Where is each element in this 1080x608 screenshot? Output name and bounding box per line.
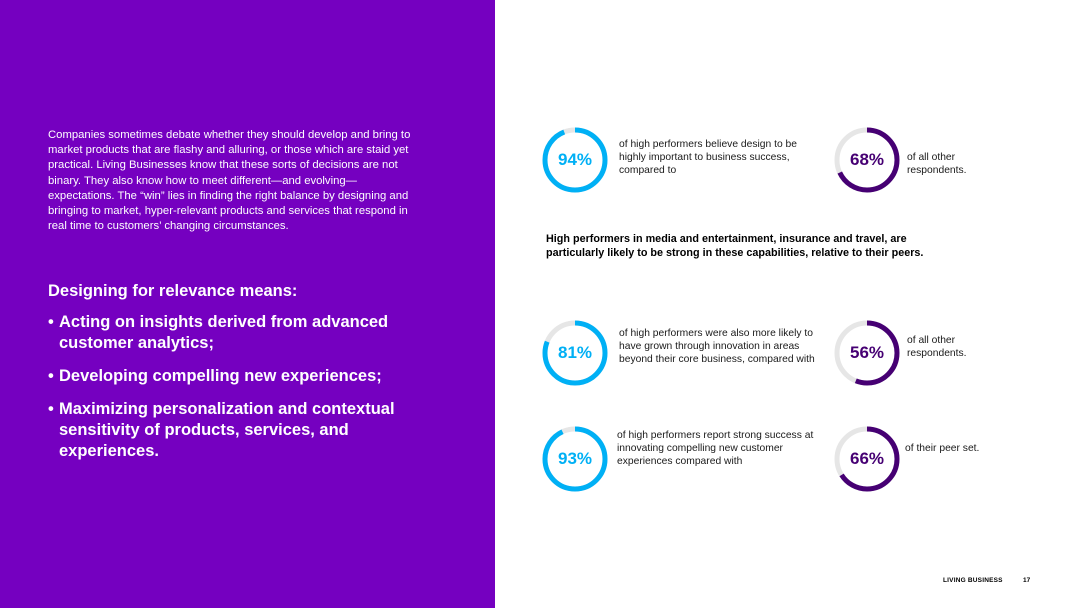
stat-description: of high performers believe design to be highly important to business success, compared to bbox=[619, 139, 798, 177]
stat-description: of all other respondents. bbox=[907, 152, 967, 177]
stat-ring-94 bbox=[542, 127, 608, 193]
stat-value: 56% bbox=[849, 343, 885, 362]
stat-description: of their peer set. bbox=[905, 443, 980, 454]
stat-ring-68 bbox=[834, 127, 900, 193]
bullet-item: • Maximizing personalization and contextual sensitivity of products, services, and experiences. bbox=[48, 399, 448, 462]
stat-description: of high performers report strong success at innovating compelling new customer experiences compared with bbox=[617, 430, 814, 468]
bullet-item: • Acting on insights derived from advanced customer analytics; bbox=[48, 312, 448, 354]
stat-ring-81 bbox=[542, 320, 608, 386]
stat-ring-66 bbox=[834, 426, 900, 492]
page-number: 17 bbox=[1023, 577, 1031, 584]
stat-ring-56 bbox=[834, 320, 900, 386]
stat-value: 66% bbox=[849, 449, 885, 468]
stat-value: 81% bbox=[557, 343, 593, 362]
bullet-item: • Developing compelling new experiences; bbox=[48, 366, 448, 387]
stat-description: of high performers were also more likely to have grown through innovation in areas beyond their core business, compared with bbox=[619, 328, 815, 366]
section-heading: Designing for relevance means: bbox=[48, 282, 298, 300]
stat-ring-93 bbox=[542, 426, 608, 492]
footer-title: LIVING BUSINESS bbox=[943, 577, 1003, 584]
bullet-list bbox=[48, 312, 448, 474]
stat-value: 94% bbox=[557, 150, 593, 169]
intro-paragraph: Companies sometimes debate whether they should develop and bring to market products that are flashy and alluring, or those which are staid yet practical. Living Businesses know that these sorts of decisions are not binary. They also know how to meet different—and evolving—expectations. The “win” lies in finding the right balance by designing and bringing to market, hyper-relevant products and services that respond in real time to customers’ changing circumstances. bbox=[48, 129, 411, 233]
stat-value: 68% bbox=[849, 150, 885, 169]
callout-text: High performers in media and entertainment, insurance and travel, are particularly likely to be strong in these capabilities, relative to their peers. bbox=[546, 233, 924, 259]
left-panel bbox=[0, 0, 495, 608]
stat-description: of all other respondents. bbox=[907, 335, 967, 360]
stat-value: 93% bbox=[557, 449, 593, 468]
